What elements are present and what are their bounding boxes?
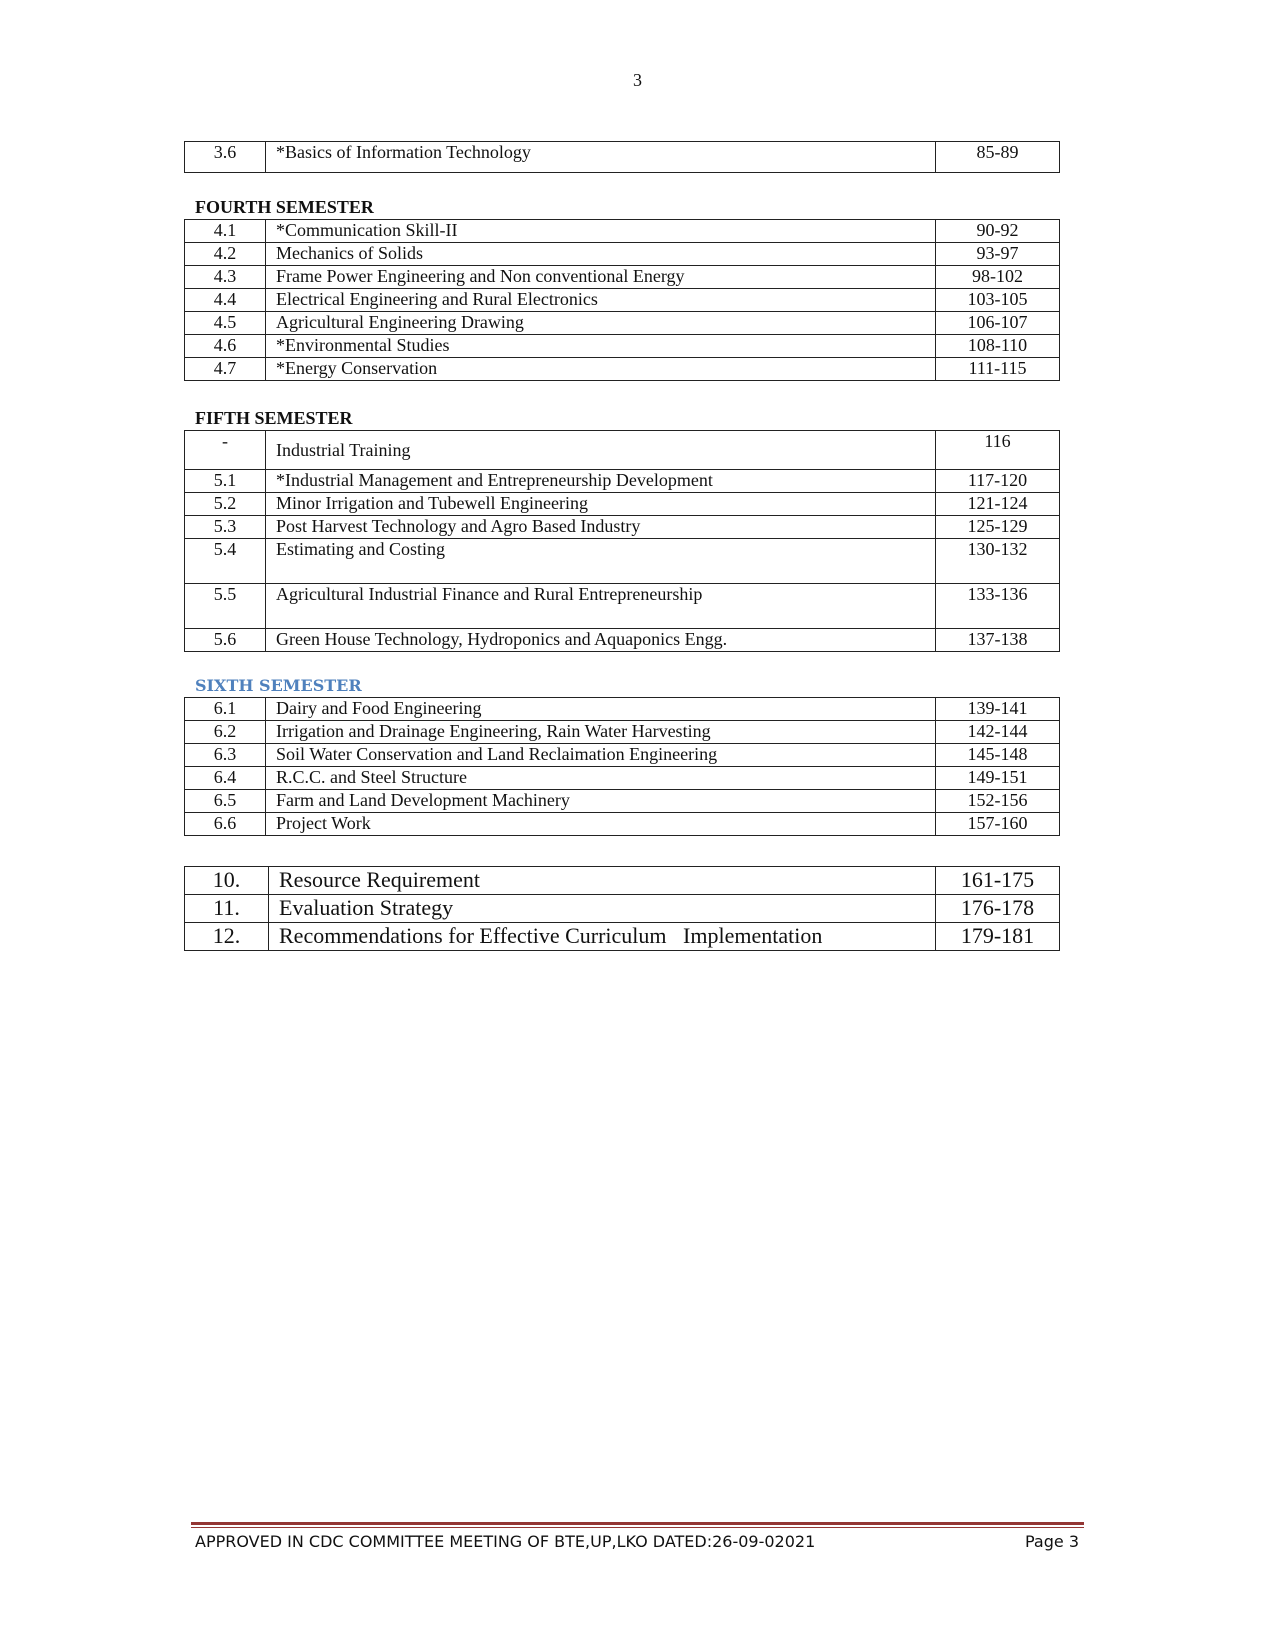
row-title: *Communication Skill-II bbox=[266, 220, 936, 243]
row-number: 6.4 bbox=[185, 767, 266, 790]
row-number: 5.6 bbox=[185, 629, 266, 652]
toc-table-third-semester-tail bbox=[184, 141, 1060, 173]
row-number: 3.6 bbox=[185, 142, 266, 173]
row-number: 6.3 bbox=[185, 744, 266, 767]
row-pages: 85-89 bbox=[936, 142, 1060, 173]
sixth-semester-heading: SIXTH SEMESTER bbox=[195, 676, 362, 695]
table-row bbox=[185, 867, 1060, 895]
table-row bbox=[185, 813, 1060, 836]
table-row bbox=[185, 721, 1060, 744]
row-number: 5.3 bbox=[185, 516, 266, 539]
row-pages: 93-97 bbox=[936, 243, 1060, 266]
row-number: 6.6 bbox=[185, 813, 266, 836]
row-title: Dairy and Food Engineering bbox=[266, 698, 936, 721]
row-number: 4.3 bbox=[185, 266, 266, 289]
table-row bbox=[185, 358, 1060, 381]
row-pages: 103-105 bbox=[936, 289, 1060, 312]
page-number: 3 bbox=[633, 70, 642, 90]
row-title: *Energy Conservation bbox=[266, 358, 936, 381]
row-pages: 139-141 bbox=[936, 698, 1060, 721]
row-number: 6.5 bbox=[185, 790, 266, 813]
fourth-semester-heading: FOURTH SEMESTER bbox=[195, 197, 374, 217]
row-number: - bbox=[185, 431, 266, 470]
table-row bbox=[185, 243, 1060, 266]
table-row bbox=[185, 744, 1060, 767]
table-row bbox=[185, 335, 1060, 358]
table-row bbox=[185, 629, 1060, 652]
table-row bbox=[185, 220, 1060, 243]
row-pages: 157-160 bbox=[936, 813, 1060, 836]
row-title: Irrigation and Drainage Engineering, Rain Water Harvesting bbox=[266, 721, 936, 744]
toc-table-fifth-semester bbox=[184, 430, 1060, 652]
table-row bbox=[185, 539, 1060, 584]
footer-page-number: Page 3 bbox=[1025, 1532, 1079, 1551]
row-number: 4.4 bbox=[185, 289, 266, 312]
row-title: Farm and Land Development Machinery bbox=[266, 790, 936, 813]
row-title: Soil Water Conservation and Land Reclaimation Engineering bbox=[266, 744, 936, 767]
row-pages: 106-107 bbox=[936, 312, 1060, 335]
row-pages: 137-138 bbox=[936, 629, 1060, 652]
table-row bbox=[185, 767, 1060, 790]
row-pages: 116 bbox=[936, 431, 1060, 470]
table-row bbox=[185, 895, 1060, 923]
row-number: 11. bbox=[185, 895, 269, 923]
row-number: 5.5 bbox=[185, 584, 266, 629]
row-number: 4.1 bbox=[185, 220, 266, 243]
row-title: Estimating and Costing bbox=[266, 539, 936, 584]
table-row bbox=[185, 584, 1060, 629]
row-title: Mechanics of Solids bbox=[266, 243, 936, 266]
row-pages: 133-136 bbox=[936, 584, 1060, 629]
row-pages: 179-181 bbox=[936, 923, 1060, 951]
row-pages: 145-148 bbox=[936, 744, 1060, 767]
row-title: R.C.C. and Steel Structure bbox=[266, 767, 936, 790]
row-pages: 90-92 bbox=[936, 220, 1060, 243]
row-title: Electrical Engineering and Rural Electronics bbox=[266, 289, 936, 312]
row-pages: 108-110 bbox=[936, 335, 1060, 358]
row-number: 10. bbox=[185, 867, 269, 895]
table-row bbox=[185, 266, 1060, 289]
table-row bbox=[185, 431, 1060, 470]
row-title: *Industrial Management and Entrepreneurship Development bbox=[266, 470, 936, 493]
row-pages: 111-115 bbox=[936, 358, 1060, 381]
row-title: Resource Requirement bbox=[269, 867, 936, 895]
row-number: 5.1 bbox=[185, 470, 266, 493]
table-row bbox=[185, 698, 1060, 721]
row-title: Post Harvest Technology and Agro Based Industry bbox=[266, 516, 936, 539]
table-row bbox=[185, 516, 1060, 539]
row-number: 5.2 bbox=[185, 493, 266, 516]
toc-table-sixth-semester bbox=[184, 697, 1060, 836]
table-row bbox=[185, 790, 1060, 813]
row-pages: 176-178 bbox=[936, 895, 1060, 923]
row-title: Project Work bbox=[266, 813, 936, 836]
toc-table-fourth-semester bbox=[184, 219, 1060, 381]
row-pages: 130-132 bbox=[936, 539, 1060, 584]
row-title: Agricultural Industrial Finance and Rural Entrepreneurship bbox=[266, 584, 936, 629]
table-row bbox=[185, 923, 1060, 951]
footer-rule bbox=[191, 1522, 1084, 1528]
row-title: Industrial Training bbox=[266, 431, 936, 470]
toc-table-sections bbox=[184, 866, 1060, 951]
row-title: Agricultural Engineering Drawing bbox=[266, 312, 936, 335]
row-pages: 117-120 bbox=[936, 470, 1060, 493]
row-number: 4.7 bbox=[185, 358, 266, 381]
fifth-semester-heading: FIFTH SEMESTER bbox=[195, 408, 353, 428]
row-number: 6.2 bbox=[185, 721, 266, 744]
table-row bbox=[185, 493, 1060, 516]
row-pages: 152-156 bbox=[936, 790, 1060, 813]
row-title: Minor Irrigation and Tubewell Engineering bbox=[266, 493, 936, 516]
table-row bbox=[185, 312, 1060, 335]
row-pages: 125-129 bbox=[936, 516, 1060, 539]
row-pages: 98-102 bbox=[936, 266, 1060, 289]
row-pages: 121-124 bbox=[936, 493, 1060, 516]
row-number: 12. bbox=[185, 923, 269, 951]
row-number: 6.1 bbox=[185, 698, 266, 721]
row-title: Green House Technology, Hydroponics and Aquaponics Engg. bbox=[266, 629, 936, 652]
row-number: 4.2 bbox=[185, 243, 266, 266]
table-row bbox=[185, 289, 1060, 312]
footer-approval-text: APPROVED IN CDC COMMITTEE MEETING OF BTE,UP,LKO DATED:26-09-02021 bbox=[195, 1532, 816, 1551]
row-number: 4.6 bbox=[185, 335, 266, 358]
table-row bbox=[185, 470, 1060, 493]
row-pages: 142-144 bbox=[936, 721, 1060, 744]
row-number: 4.5 bbox=[185, 312, 266, 335]
row-title: Recommendations for Effective Curriculum Implementation bbox=[269, 923, 936, 951]
row-number: 5.4 bbox=[185, 539, 266, 584]
row-pages: 161-175 bbox=[936, 867, 1060, 895]
row-pages: 149-151 bbox=[936, 767, 1060, 790]
row-title: *Environmental Studies bbox=[266, 335, 936, 358]
table-row bbox=[185, 142, 1060, 173]
row-title: Evaluation Strategy bbox=[269, 895, 936, 923]
row-title: *Basics of Information Technology bbox=[266, 142, 936, 173]
row-title: Frame Power Engineering and Non conventional Energy bbox=[266, 266, 936, 289]
